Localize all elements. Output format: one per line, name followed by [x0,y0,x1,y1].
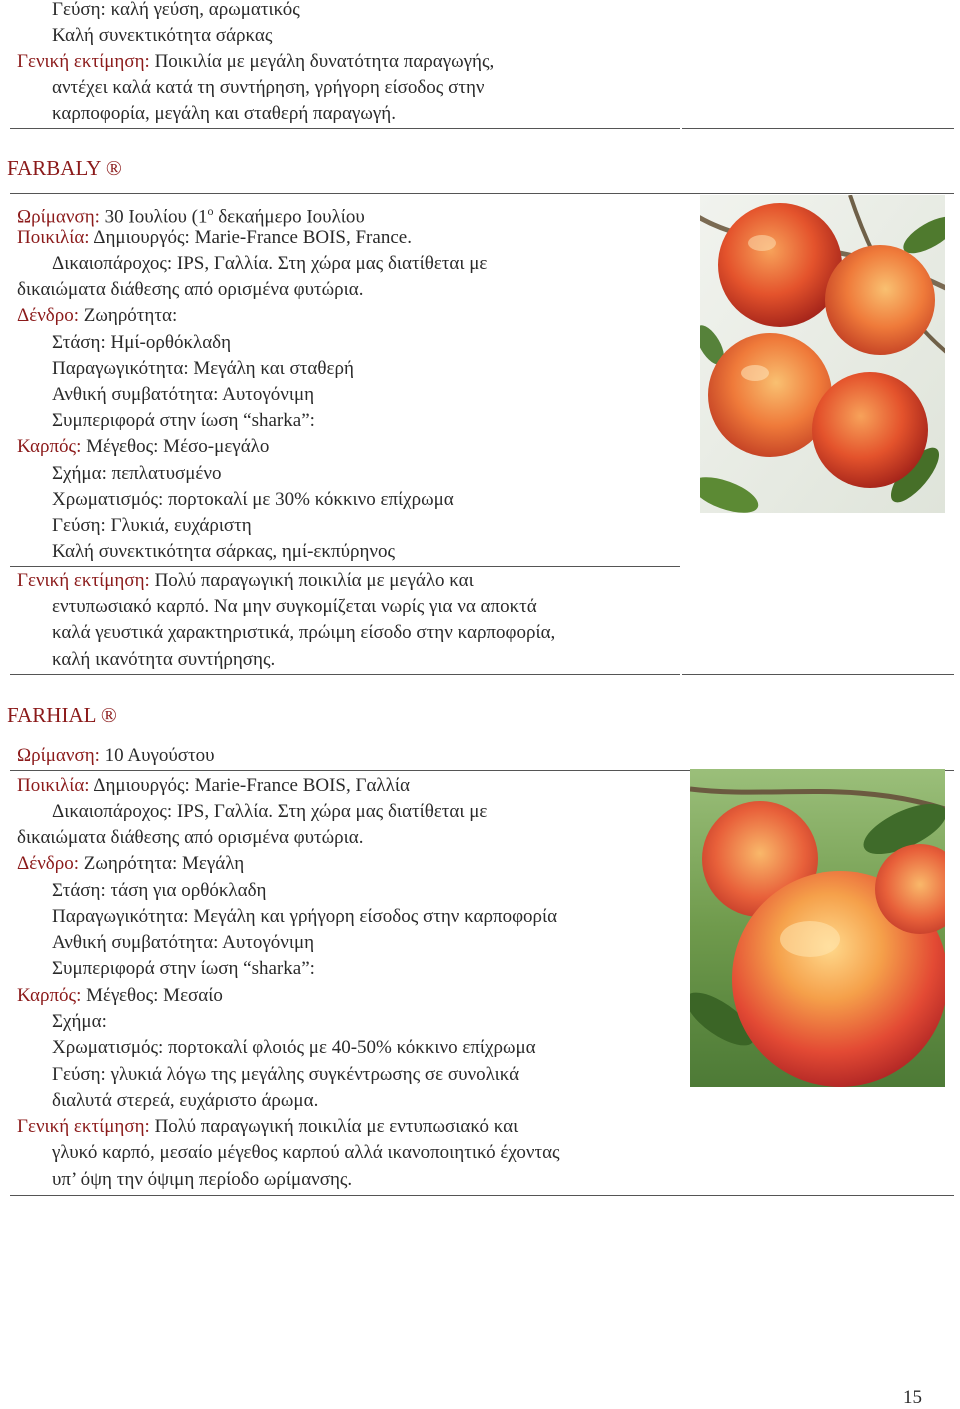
farhial-variety [17,774,410,798]
prev-evaluation [17,50,494,74]
farbaly-tree-productivity: Παραγωγικότητα: Μεγάλη και σταθερή [52,358,354,379]
farbaly-tree-pollination: Ανθική συμβατότητα: Αυτογόνιμη [52,384,315,405]
farbaly-tree-label: Δένδρο: [17,305,80,326]
farbaly-variety-label: Ποικιλία: [17,227,90,248]
farhial-variety-line-2: Δικαιοπάροχος: IPS, Γαλλία. Στη χώρα μας διατίθεται με [52,801,488,822]
prev-eval-line-2: αντέχει καλά κατά τη συντήρηση, γρήγορη είσοδος στην [52,77,485,98]
prev-taste: Γεύση: καλή γεύση, αρωματικός [52,0,300,20]
farbaly-tree-habit: Στάση: Ημί-ορθόκλαδη [52,332,232,353]
divider [10,193,954,194]
farhial-eval-label: Γενική εκτίμηση: [17,1116,150,1137]
farbaly-fruit-size: Μέγεθος: Μέσο-μεγάλο [81,436,270,457]
farbaly-fruit-color: Χρωματισμός: πορτοκαλί με 30% κόκκινο επίχρωμα [52,489,454,510]
farhial-fruit-color: Χρωματισμός: πορτοκαλί φλοιός με 40-50% κόκκινο επίχρωμα [52,1037,536,1058]
farbaly-fruit-taste: Γεύση: Γλυκιά, ευχάριστη [52,515,252,536]
farhial-fruit-taste: Γεύση: γλυκιά λόγω της μεγάλης συγκέντρωσης σε συνολικά [52,1064,520,1085]
farbaly-eval-line-3: καλά γευστικά χαρακτηριστικά, πρώιμη είσοδο στην καρποφορία, [52,622,556,643]
prev-flesh: Καλή συνεκτικότητα σάρκας [52,25,273,46]
divider [682,128,954,129]
divider [10,1195,954,1196]
divider [10,128,680,129]
farhial-tree [17,852,244,876]
farbaly-eval-line-2: εντυπωσιακό καρπό. Να μην συγκομίζεται νωρίς για να αποκτά [52,596,537,617]
farhial-fruit-label: Καρπός: [17,985,82,1006]
farbaly-ripen-rest: δεκαήμερο Ιουλίου [213,206,365,228]
divider [10,566,680,567]
farhial-tree-vigor: Ζωηρότητα: Μεγάλη [79,853,245,874]
farbaly-fruit [17,435,269,459]
farhial-ripen-label: Ωρίμανση: [17,745,100,766]
farbaly-ripening [17,199,365,229]
farhial-variety-label: Ποικιλία: [17,775,90,796]
farbaly-eval-line-4: καλή ικανότητα συντήρησης. [52,649,276,670]
farhial-evaluation [17,1115,518,1139]
prev-eval-label: Γενική εκτίμηση: [17,51,150,72]
farbaly-variety [17,226,412,250]
farbaly-fruit-flesh: Καλή συνεκτικότητα σάρκας, ημί-εκπύρηνος [52,541,396,562]
farhial-eval-text: Πολύ παραγωγική ποικιλία με εντυπωσιακό και [149,1116,519,1137]
farbaly-variety-text: Δημιουργός: Marie-France BOIS, France. [89,227,412,248]
farhial-variety-text: Δημιουργός: Marie-France BOIS, Γαλλία [89,775,410,796]
farhial-fruit-shape: Σχήμα: [52,1011,107,1032]
farhial-variety-line-3: δικαιώματα διάθεσης από ορισμένα φυτώρια. [17,827,364,848]
farbaly-evaluation [17,569,474,593]
farbaly-eval-text: Πολύ παραγωγική ποικιλία με μεγάλο και [149,570,474,591]
farhial-ripening [17,744,215,768]
farhial-tree-sharka: Συμπεριφορά στην ίωση “sharka”: [52,958,315,979]
prev-eval-line-3: καρποφορία, μεγάλη και σταθερή παραγωγή. [52,103,396,124]
farbaly-fruit-shape: Σχήμα: πεπλατυσμένο [52,463,222,484]
farhial-ripen-value: 10 Αυγούστου [99,745,215,766]
farbaly-fruit-photo [700,195,945,513]
farhial-title: FARHIAL ® [7,703,117,727]
farhial-fruit [17,984,223,1008]
prev-eval-text: Ποικιλία με μεγάλη δυνατότητα παραγωγής, [149,51,495,72]
farbaly-tree-sharka: Συμπεριφορά στην ίωση “sharka”: [52,410,315,431]
farbaly-variety-line-2: Δικαιοπάροχος: IPS, Γαλλία. Στη χώρα μας διατίθεται με [52,253,488,274]
farhial-tree-productivity: Παραγωγικότητα: Μεγάλη και γρήγορη είσοδος στην καρποφορία [52,906,558,927]
divider [10,674,680,675]
farbaly-fruit-label: Καρπός: [17,436,82,457]
farbaly-tree [17,304,177,328]
farhial-tree-label: Δένδρο: [17,853,80,874]
farbaly-eval-label: Γενική εκτίμηση: [17,570,150,591]
farbaly-title: FARBALY ® [7,156,122,180]
farbaly-ripen-sup: ο [207,204,214,218]
farhial-tree-habit: Στάση: τάση για ορθόκλαδη [52,880,267,901]
farhial-fruit-photo [690,769,945,1087]
farbaly-ripen-value: 30 Ιουλίου (1 [99,206,208,228]
farbaly-variety-line-3: δικαιώματα διάθεσης από ορισμένα φυτώρια. [17,279,364,300]
page-number: 15 [903,1387,922,1408]
farbaly-tree-vigor: Ζωηρότητα: [79,305,178,326]
farbaly-ripen-label: Ωρίμανση: [17,206,100,228]
farhial-tree-pollination: Ανθική συμβατότητα: Αυτογόνιμη [52,932,315,953]
farhial-fruit-taste-line-2: διαλυτά στερεά, ευχάριστο άρωμα. [52,1090,319,1111]
farhial-eval-line-2: γλυκό καρπό, μεσαίο μέγεθος καρπού αλλά ικανοποιητικό έχοντας [52,1142,560,1163]
divider [682,674,954,675]
farhial-eval-line-3: υπ’ όψη την όψιμη περίοδο ωρίμανσης. [52,1169,353,1190]
farhial-fruit-size: Μέγεθος: Μεσαίο [81,985,223,1006]
